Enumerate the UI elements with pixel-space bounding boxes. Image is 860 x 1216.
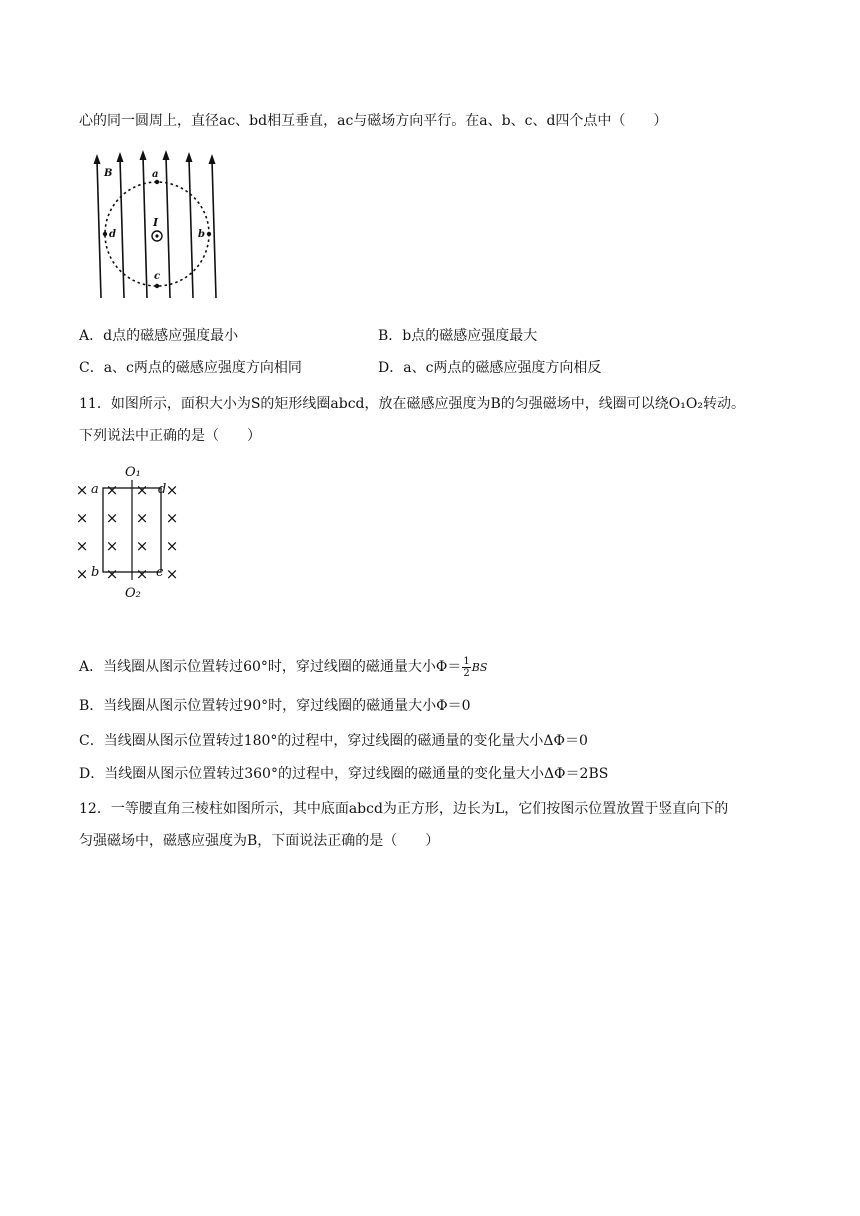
q10-option-a: A．d点的磁感应强度最小: [79, 328, 239, 344]
x-mark: ×: [105, 565, 119, 583]
x-mark: ×: [135, 509, 149, 527]
q11-option-a-suffix: BS: [471, 661, 488, 674]
label-c: c: [156, 565, 164, 580]
label-B: B: [104, 168, 113, 179]
x-mark: ×: [105, 537, 119, 555]
q11-option-c: C．当线圈从图示位置转过180°的过程中，穿过线圈的磁通量的变化量大小ΔΦ＝0: [79, 733, 588, 749]
q11-option-a-text: A．当线圈从图示位置转过60°时，穿过线圈的磁通量大小Φ＝: [79, 659, 462, 675]
label-I: I: [153, 216, 159, 229]
q11-stem-line1: 11．如图所示，面积大小为S的矩形线圈abcd，放在磁感应强度为B的匀强磁场中，线圈可以绕O₁O₂转动。: [79, 396, 745, 412]
q11-stem-line2: 下列说法中正确的是（ ）: [79, 428, 261, 444]
x-mark: ×: [75, 509, 89, 527]
label-O1: O₁: [125, 465, 141, 480]
q10-field-figure: [92, 150, 242, 302]
x-mark: ×: [165, 509, 179, 527]
x-mark: ×: [165, 565, 179, 583]
q10-option-c: C．a、c两点的磁感应强度方向相同: [79, 360, 302, 376]
q11-option-d: D．当线圈从图示位置转过360°的过程中，穿过线圈的磁通量的变化量大小ΔΦ＝2BS: [79, 766, 609, 782]
x-mark: ×: [105, 509, 119, 527]
label-b: b: [91, 565, 100, 580]
q10-option-b: B．b点的磁感应强度最大: [378, 328, 538, 344]
x-mark: ×: [135, 565, 149, 583]
x-mark: ×: [75, 537, 89, 555]
fraction: [462, 656, 470, 679]
q10-option-d: D．a、c两点的磁感应强度方向相反: [378, 360, 602, 376]
q12-stem-line2: 匀强磁场中，磁感应强度为B，下面说法正确的是（ ）: [79, 833, 440, 849]
x-mark: ×: [135, 481, 149, 499]
x-mark: ×: [75, 565, 89, 583]
label-d: d: [158, 482, 167, 497]
fraction-denominator: 2: [463, 667, 470, 679]
x-mark: ×: [165, 481, 179, 499]
label-d: d: [109, 229, 116, 240]
fraction-numerator: 1: [463, 655, 470, 667]
q11-option-b: B．当线圈从图示位置转过90°时，穿过线圈的磁通量大小Φ＝0: [79, 698, 471, 714]
q11-coil-figure: [74, 460, 194, 602]
x-mark: ×: [135, 537, 149, 555]
label-b: b: [198, 229, 205, 240]
x-mark: ×: [105, 481, 119, 499]
q10-stem-tail: 心的同一圆周上，直径ac、bd相互垂直，ac与磁场方向平行。在a、b、c、d四个点中（ ）: [79, 113, 668, 129]
label-a: a: [152, 169, 159, 180]
label-a: a: [91, 482, 99, 497]
x-mark: ×: [165, 537, 179, 555]
label-O2: O₂: [125, 586, 141, 601]
q11-option-a: [79, 655, 487, 680]
x-mark: ×: [75, 481, 89, 499]
label-c: c: [154, 271, 161, 282]
q12-stem-line1: 12．一等腰直角三棱柱如图所示，其中底面abcd为正方形，边长为L，它们按图示位置放置于竖直向下的: [79, 801, 729, 817]
